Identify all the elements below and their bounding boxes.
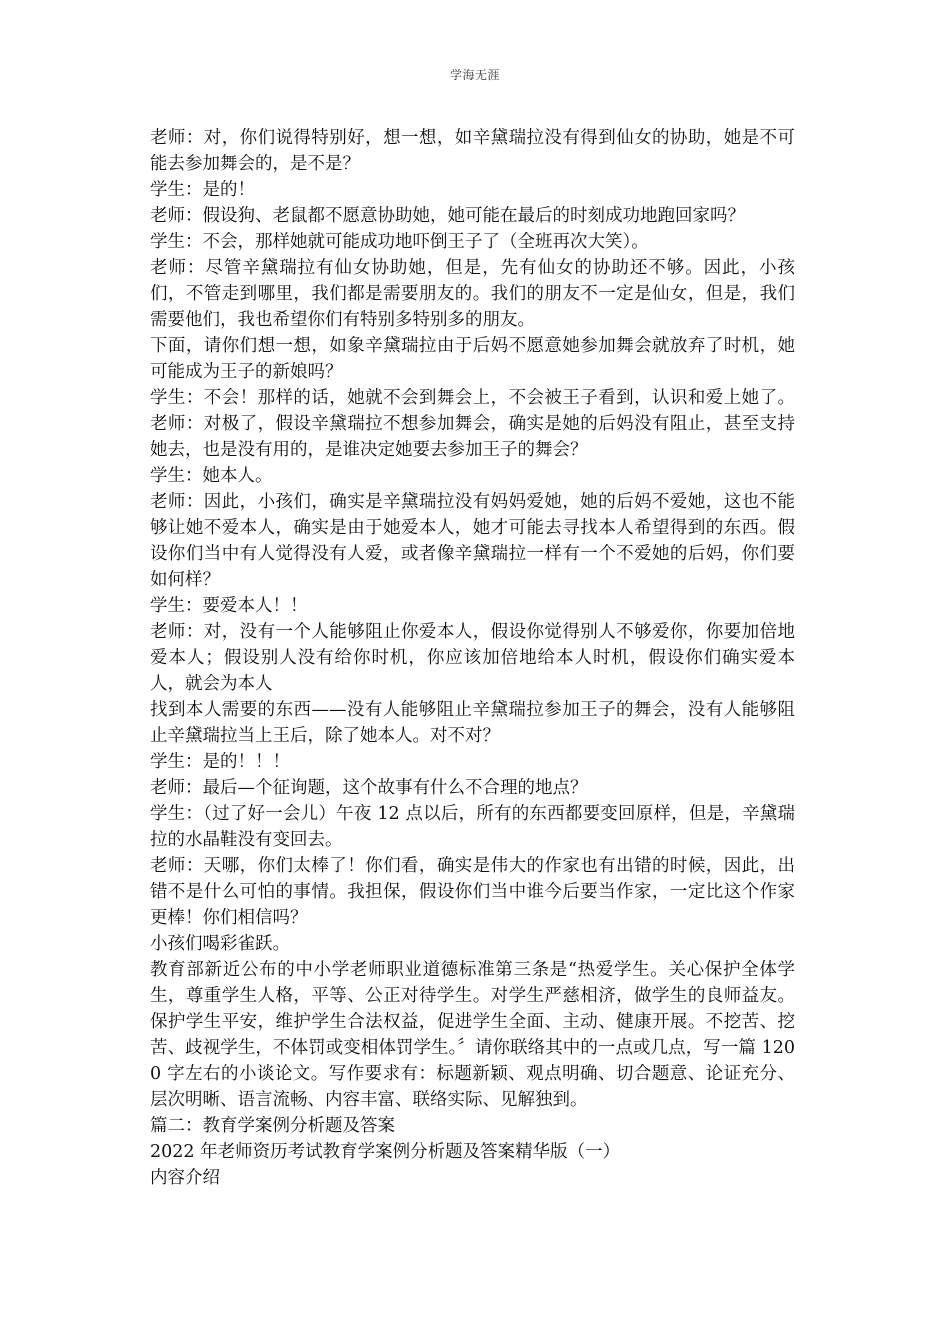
paragraph-teacher-6: 老师：最后—个征询题，这个故事有什么不合理的地点？	[150, 778, 588, 798]
paragraph-teacher-7: 老师：天哪，你们太棒了！你们看，确实是伟大的作家也有出错的时候，因此，出错不是什么可怕的事情。我担保，假设你们当中谁今后要当作家，一定比这个作家更棒！你们相信吗？	[150, 856, 795, 928]
paragraph-children-cheer: 小孩们喝彩雀跃。	[150, 934, 290, 954]
section-subtitle: 2022 年老师资历考试教育学案例分析题及答案精华版（一）	[150, 1142, 621, 1162]
section-heading-part-two: 篇二：教育学案例分析题及答案	[150, 1116, 395, 1136]
document-body	[150, 125, 795, 1191]
paragraph-student-2: 学生：不会，那样她就可能成功地吓倒王子了（全班再次大笑）。	[150, 232, 649, 252]
paragraph-question: 下面，请你们想一想，如象辛黛瑞拉由于后妈不愿意她参加舞会就放弃了时机，她可能成为王子的新娘吗？	[150, 336, 795, 382]
paragraph-student-3: 学生：不会！那样的话，她就不会到舞会上，不会被王子看到，认识和爱上她了。老师：对极了，假设辛黛瑞拉不想参加舞会，确实是她的后妈没有阻止，甚至支持她去，也是没有用的，是谁决定她要去参加王子的舞会？	[150, 388, 795, 460]
paragraph-teacher-5: 老师：对，没有一个人能够阻止你爱本人，假设你觉得别人不够爱你，你要加倍地爱本人；假设别人没有给你时机，你应该加倍地给本人时机，假设你们确实爱本人，就会为本人	[150, 622, 795, 694]
section-intro-label: 内容介绍	[150, 1168, 220, 1188]
paragraph-teacher-3: 老师：尽管辛黛瑞拉有仙女协助她，但是，先有仙女的协助还不够。因此，小孩们，不管走到哪里，我们都是需要朋友的。我们的朋友不一定是仙女，但是，我们需要他们，我也希望你们有特别多特别多的朋友。	[150, 258, 795, 330]
paragraph-student-5: 学生：要爱本人！！	[150, 596, 308, 616]
paragraph-student-1: 学生：是的！	[150, 180, 255, 200]
paragraph-continuation: 找到本人需要的东西——没有人能够阻止辛黛瑞拉参加王子的舞会，没有人能够阻止辛黛瑞拉当上王后，除了她本人。对不对？	[150, 700, 795, 746]
paragraph-essay-prompt: 教育部新近公布的中小学老师职业道德标准第三条是“热爱学生。关心保护全体学生，尊重学生人格，平等、公正对待学生。对学生严慈相济，做学生的良师益友。保护学生平安，维护学生合法权益，促进学生全面、主动、健康开展。不挖苦、挖苦、歧视学生，不体罚或变相体罚学生。〞请你联络其中的一点或几点，写一篇 1200 字左右的小谈论文。写作要求有：标题新颖、观点明确、切合题意、论证充分、层次明晰、语言流畅、内容丰富、联络实际、见解独到。	[150, 960, 795, 1110]
paragraph-teacher-4: 老师：因此，小孩们，确实是辛黛瑞拉没有妈妈爱她，她的后妈不爱她，这也不能够让她不爱本人，确实是由于她爱本人，她才可能去寻找本人希望得到的东西。假设你们当中有人觉得没有人爱，或者像辛黛瑞拉一样有一个不爱她的后妈，你们要如何样？	[150, 492, 795, 590]
paragraph-student-6: 学生：是的！！！	[150, 752, 290, 772]
paragraph-student-4: 学生：她本人。	[150, 466, 273, 486]
page-header: 学海无涯	[449, 68, 500, 82]
paragraph-student-7: 学生：（过了好一会儿）午夜 12 点以后，所有的东西都要变回原样，但是，辛黛瑞拉的水晶鞋没有变回去。	[150, 804, 795, 850]
paragraph-teacher-2: 老师：假设狗、老鼠都不愿意协助她，她可能在最后的时刻成功地跑回家吗？	[150, 206, 745, 226]
paragraph-teacher-1: 老师：对，你们说得特别好，想一想，如辛黛瑞拉没有得到仙女的协助，她是不可能去参加舞会的，是不是？	[150, 128, 795, 174]
